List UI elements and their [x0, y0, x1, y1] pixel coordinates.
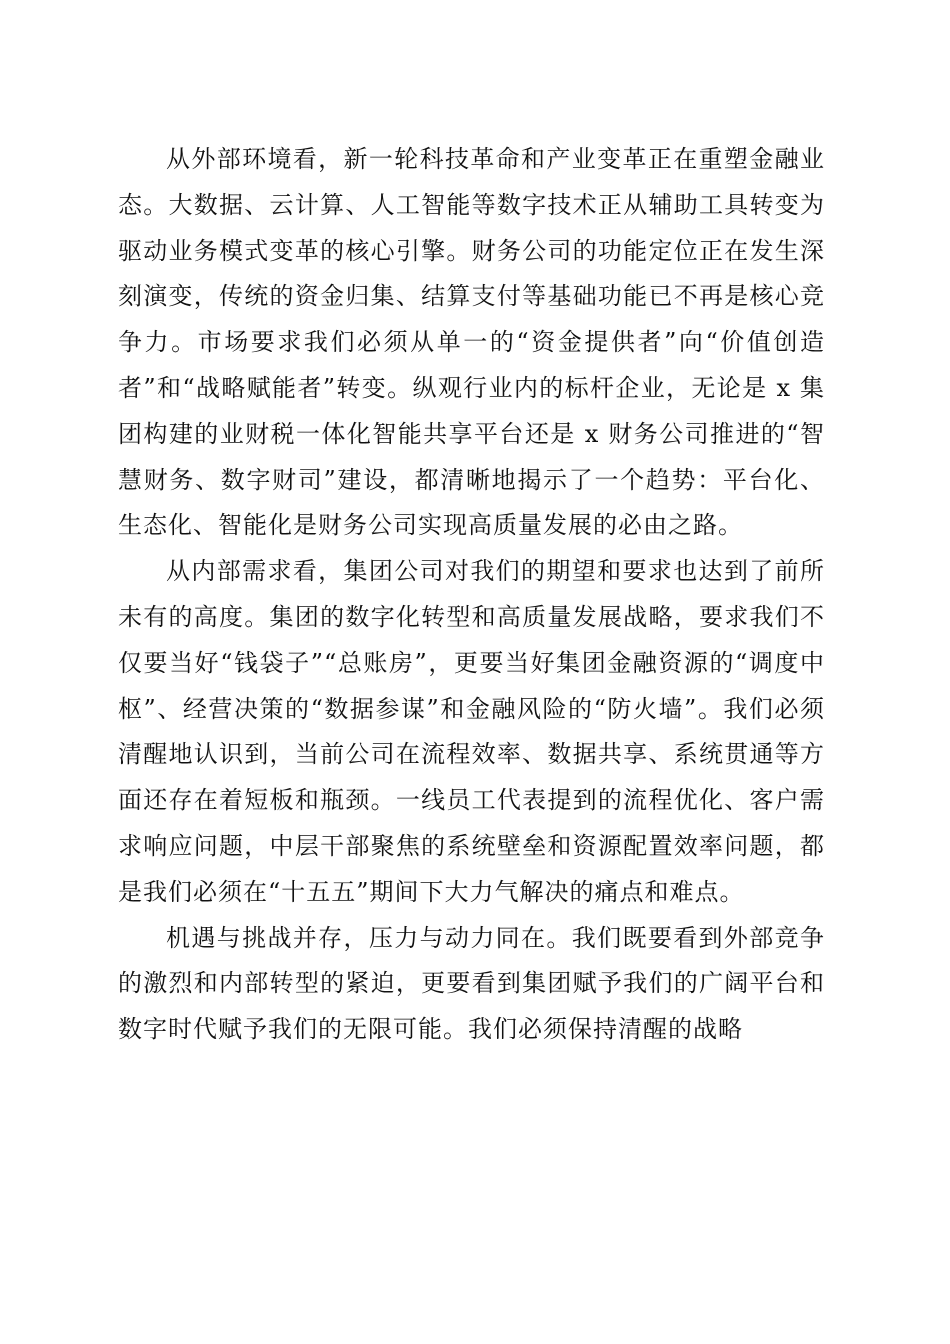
document-body — [118, 137, 825, 1053]
paragraph-internal-demand: 从内部需求看，集团公司对我们的期望和要求也达到了前所未有的高度。集团的数字化转型和高质量发展战略，要求我们不仅要当好“钱袋子”“总账房”，更要当好集团金融资源的“调度中枢”、经营决策的“数据参谋”和金融风险的“防火墙”。我们必须清醒地认识到，当前公司在流程效率、数据共享、系统贯通等方面还存在着短板和瓶颈。一线员工代表提到的流程优化、客户需求响应问题，中层干部聚焦的系统壁垒和资源配置效率问题，都是我们必须在“十五五”期间下大力气解决的痛点和难点。 — [118, 557, 825, 906]
paragraph-opportunities-challenges: 机遇与挑战并存，压力与动力同在。我们既要看到外部竞争的激烈和内部转型的紧迫，更要看到集团赋予我们的广阔平台和数字时代赋予我们的无限可能。我们必须保持清醒的战略 — [118, 923, 825, 1044]
paragraph-external-environment: 从外部环境看，新一轮科技革命和产业变革正在重塑金融业态。大数据、云计算、人工智能等数字技术正从辅助工具转变为驱动业务模式变革的核心引擎。财务公司的功能定位正在发生深刻演变，传统的资金归集、结算支付等基础功能已不再是核心竞争力。市场要求我们必须从单一的“资金提供者”向“价值创造者”和“战略赋能者”转变。纵观行业内的标杆企业，无论是 x 集团构建的业财税一体化智能共享平台还是 x 财务公司推进的“智慧财务、数字财司”建设，都清晰地揭示了一个趋势：平台化、生态化、智能化是财务公司实现高质量发展的必由之路。 — [118, 145, 825, 540]
